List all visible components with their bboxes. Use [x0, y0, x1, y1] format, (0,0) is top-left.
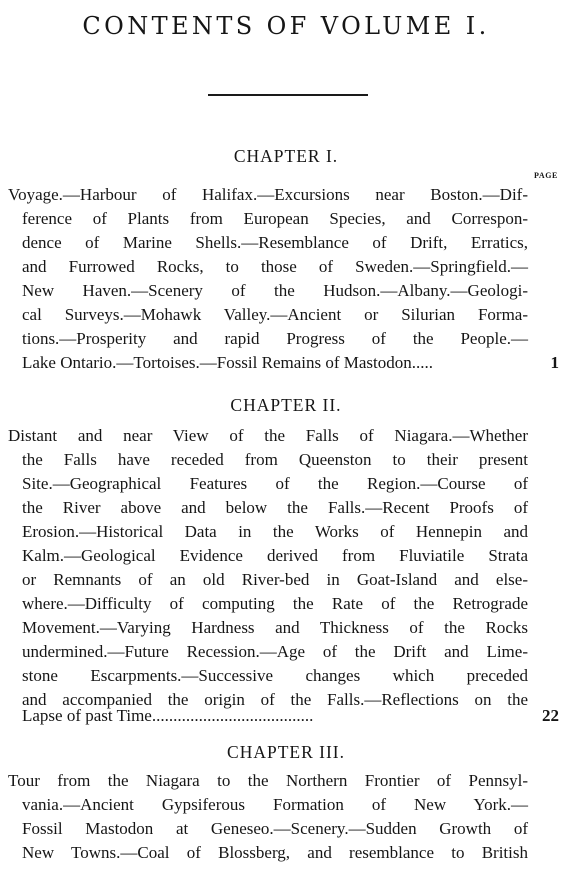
page-number: 1 — [550, 353, 559, 372]
entry-line: stone Escarpments.—Successive changes which preceded — [22, 666, 528, 685]
page-title: CONTENTS OF VOLUME I. — [82, 12, 490, 40]
entry-line: Site.—Geographical Features of the Region.—Course of — [22, 474, 528, 493]
entry-line: Movement.—Varying Hardness and Thickness of the Rocks — [22, 618, 528, 637]
chapter-heading: CHAPTER I. — [233, 146, 339, 166]
entry-line: New Haven.—Scenery of the Hudson.—Albany.—Geologi- — [22, 281, 528, 300]
entry-line: the Falls have receded from Queenston to their present — [22, 450, 528, 469]
entry-line: Distant and near View of the Falls of Niagara.—Whether — [8, 426, 528, 445]
entry-line: ference of Plants from European Species, and Correspon- — [22, 209, 528, 228]
entry-line: New Towns.—Coal of Blossberg, and resemblance to British — [22, 843, 528, 862]
title-rule — [208, 94, 368, 96]
entry-line: or Remnants of an old River-bed in Goat-Island and else- — [22, 570, 528, 589]
entry-line: Fossil Mastodon at Geneseo.—Scenery.—Sudden Growth of — [22, 819, 528, 838]
entry-line: Voyage.—Harbour of Halifax.—Excursions near Boston.—Dif- — [8, 185, 528, 204]
entry-line: dence of Marine Shells.—Resemblance of Drift, Erratics, — [22, 233, 528, 252]
entry-line: vania.—Ancient Gypsiferous Formation of New York.— — [22, 795, 528, 814]
chapter-heading: CHAPTER III. — [227, 742, 345, 762]
entry-line: Kalm.—Geological Evidence derived from Fluviatile Strata — [22, 546, 528, 565]
entry-line: and accompanied the origin of the Falls.—Reflections on the — [22, 690, 528, 709]
entry-line: and Furrowed Rocks, to those of Sweden.—Springfield.— — [22, 257, 528, 276]
entry-line: undermined.—Future Recession.—Age of the Drift and Lime- — [22, 642, 528, 661]
entry-line: Lapse of past Time...................................... — [22, 706, 314, 725]
entry-line: tions.—Prosperity and rapid Progress of the People.— — [22, 329, 528, 348]
page-column-label: PAGE — [533, 171, 558, 180]
page-number: 22 — [542, 706, 559, 725]
chapter-heading: CHAPTER II. — [230, 395, 342, 415]
entry-line: cal Surveys.—Mohawk Valley.—Ancient or Silurian Forma- — [22, 305, 528, 324]
entry-line: Tour from the Niagara to the Northern Frontier of Pennsyl- — [8, 771, 528, 790]
entry-line: the River above and below the Falls.—Recent Proofs of — [22, 498, 528, 517]
entry-line: Lake Ontario.—Tortoises.—Fossil Remains of Mastodon..... — [22, 353, 434, 372]
entry-line: Erosion.—Historical Data in the Works of Hennepin and — [22, 522, 528, 541]
entry-line: where.—Difficulty of computing the Rate of the Retrograde — [22, 594, 528, 613]
